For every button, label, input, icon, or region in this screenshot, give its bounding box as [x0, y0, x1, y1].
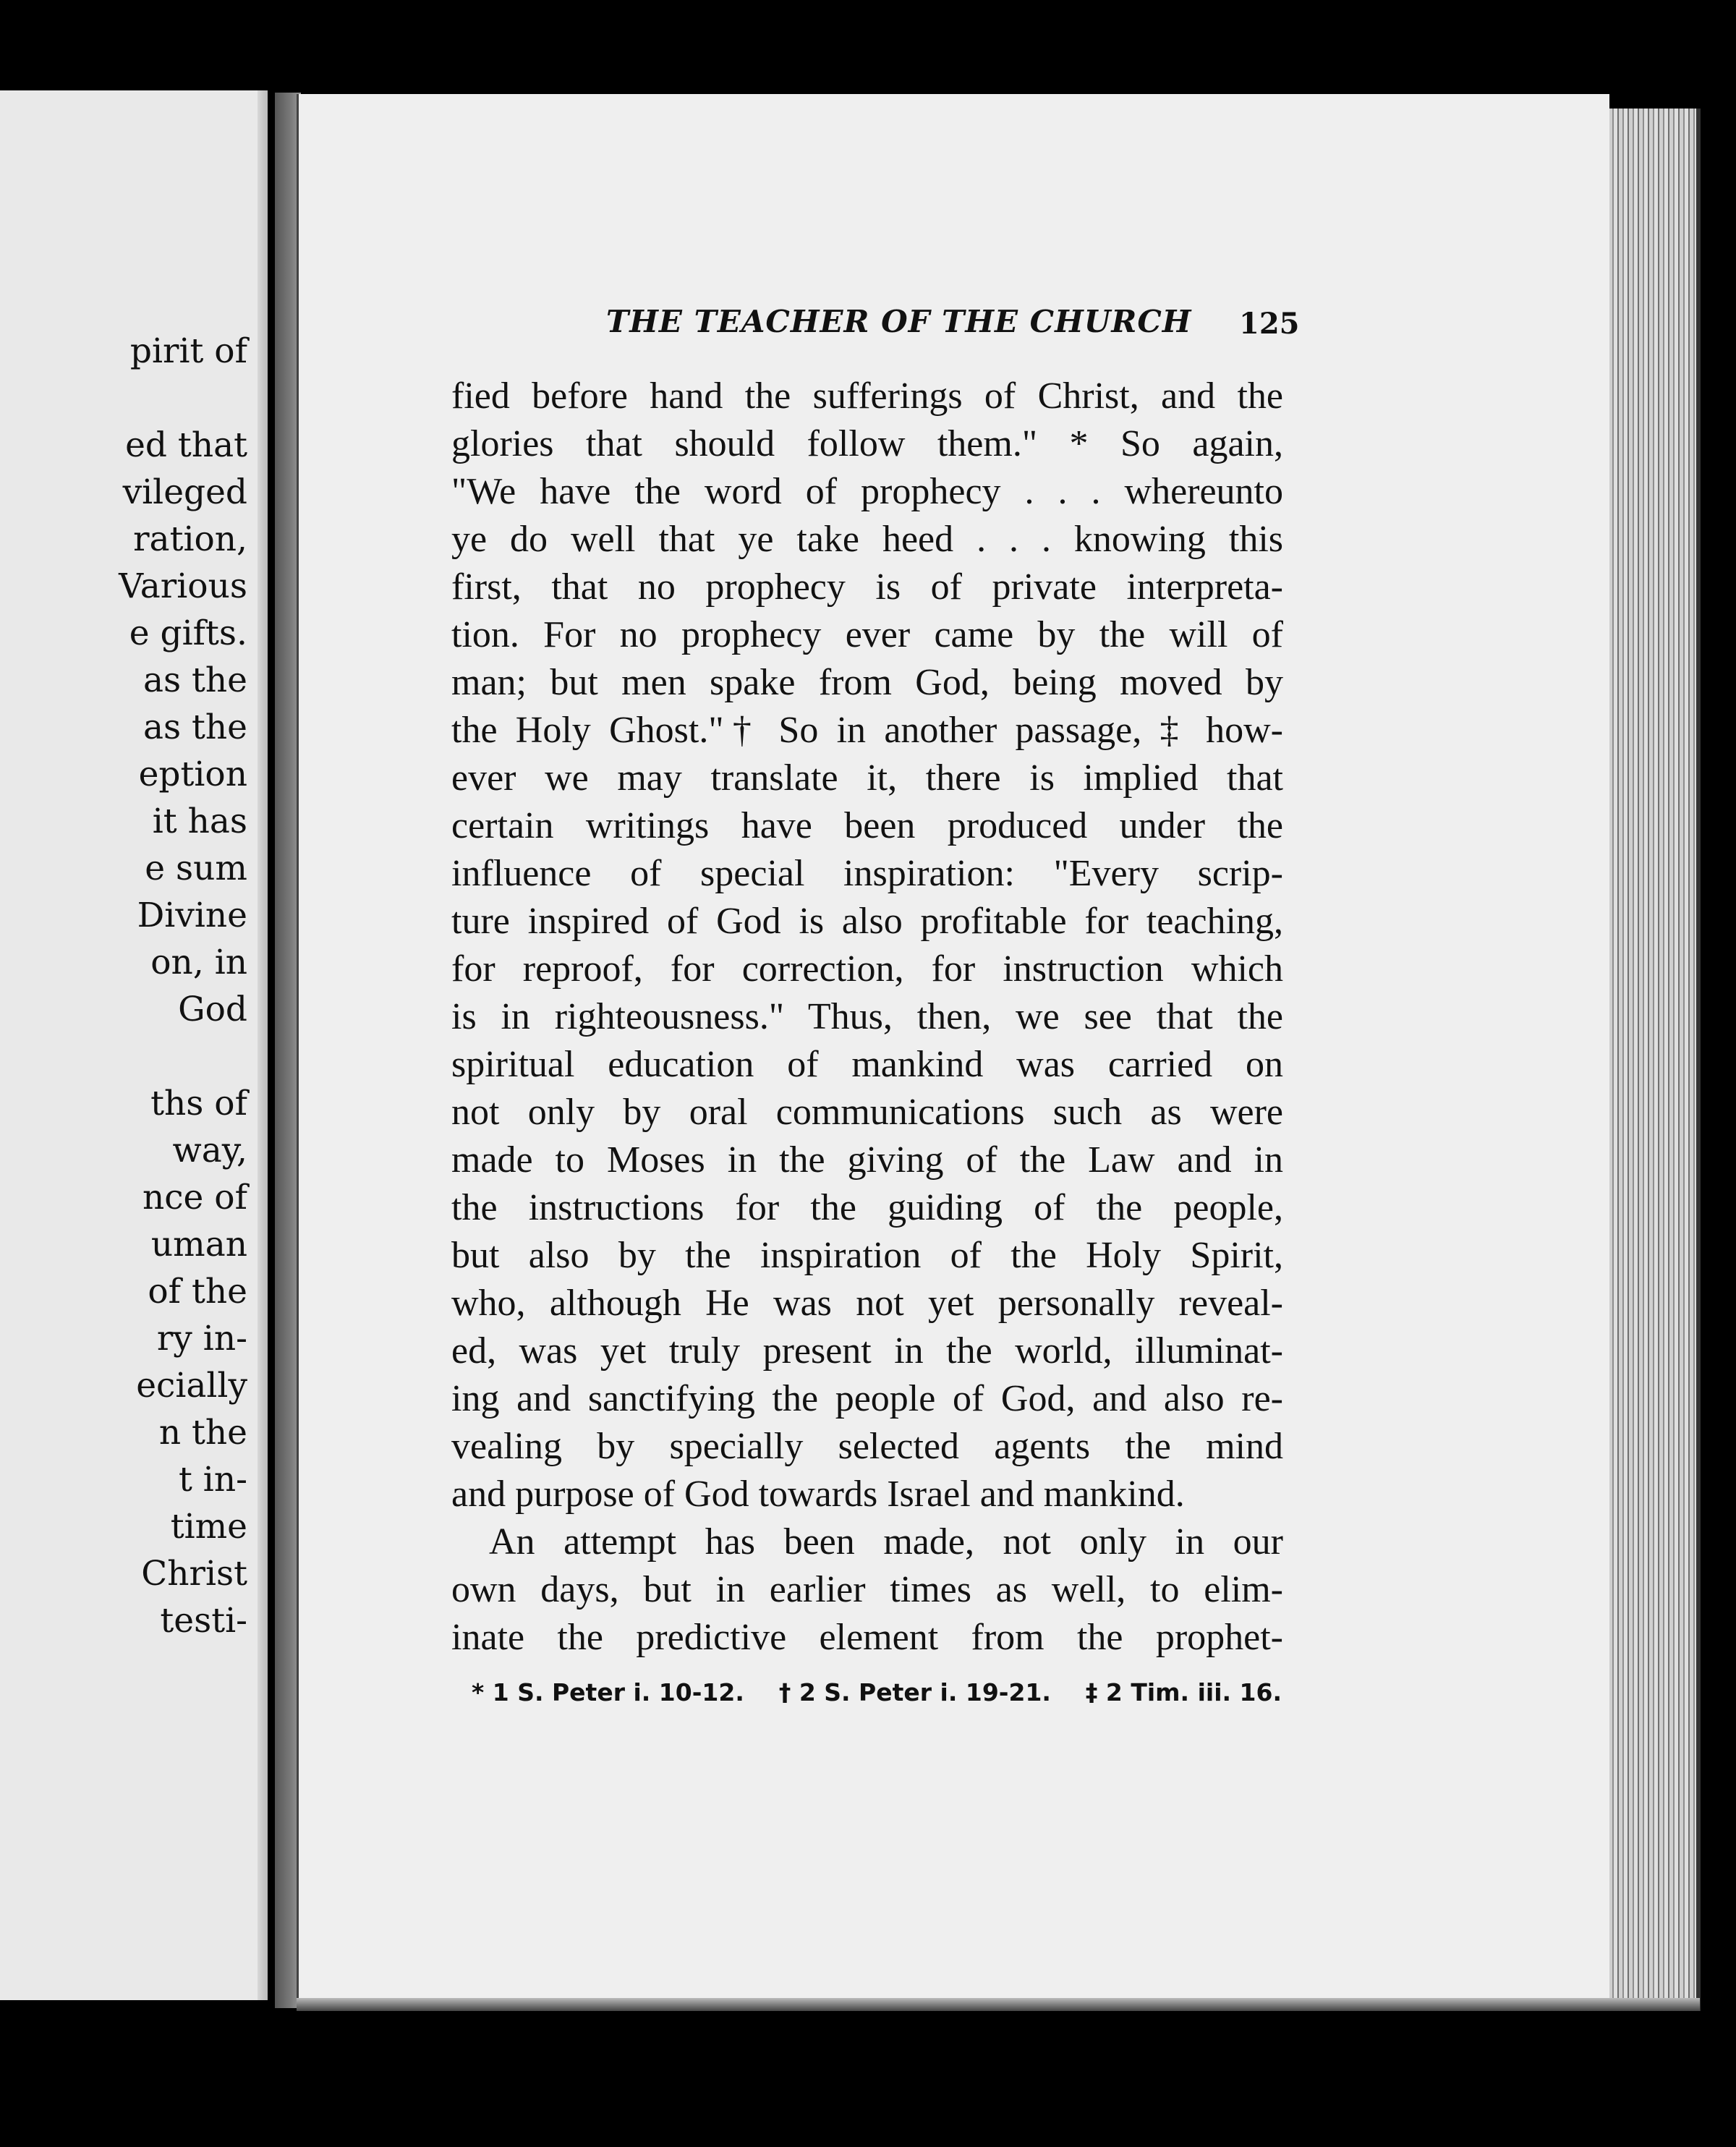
- left-page-gutter: [258, 90, 268, 2000]
- left-page-fragment: God: [178, 990, 247, 1029]
- left-page-fragment: ed that: [125, 425, 247, 465]
- text-line: vealing by specially selected agents the mind: [451, 1426, 1283, 1467]
- left-page-fragment: e gifts.: [129, 613, 247, 653]
- left-page-fragment: on, in: [150, 943, 247, 982]
- footnote: ‡ 2 Tim. iii. 16.: [1085, 1678, 1282, 1706]
- page-edges: [1599, 109, 1701, 2011]
- footnotes: [472, 1678, 1282, 1706]
- text-line: and purpose of God towards Israel and mankind.: [451, 1474, 1185, 1515]
- text-line: the Holy Ghost."† So in another passage, ‡ how-: [451, 710, 1283, 751]
- left-page-fragment: Various: [119, 566, 247, 606]
- text-line: spiritual education of mankind was carried on: [451, 1044, 1283, 1085]
- text-line: certain writings have been produced under the: [451, 805, 1283, 846]
- left-page-fragment: vileged: [122, 472, 247, 512]
- text-line: inate the predictive element from the prophet-: [451, 1617, 1283, 1658]
- text-line: own days, but in earlier times as well, to elim-: [451, 1569, 1283, 1610]
- left-page-fragment: ration,: [133, 519, 247, 559]
- text-line: is in righteousness." Thus, then, we see that the: [451, 996, 1283, 1037]
- text-line: man; but men spake from God, being moved by: [451, 662, 1283, 703]
- left-page-fragment: uman: [150, 1225, 247, 1264]
- left-page-fragment: Divine: [137, 896, 247, 935]
- text-line: ing and sanctifying the people of God, and also re-: [451, 1378, 1283, 1419]
- page-number: 125: [1239, 307, 1300, 341]
- text-line: glories that should follow them." * So again,: [451, 423, 1283, 464]
- text-line: ed, was yet truly present in the world, illuminat-: [451, 1330, 1283, 1372]
- text-line: ture inspired of God is also profitable for teaching,: [451, 901, 1283, 942]
- text-line: "We have the word of prophecy . . . whereunto: [451, 471, 1283, 512]
- left-page-fragment: Christ: [141, 1554, 247, 1594]
- footnote: † 2 S. Peter i. 19-21.: [778, 1678, 1051, 1706]
- text-line: An attempt has been made, not only in our: [489, 1521, 1283, 1563]
- text-line: not only by oral communications such as were: [451, 1092, 1283, 1133]
- footnote: * 1 S. Peter i. 10-12.: [472, 1678, 744, 1706]
- left-page-fragment: ecially: [136, 1366, 247, 1406]
- left-page-fragment: e sum: [145, 849, 247, 888]
- left-page-fragment: ry in-: [156, 1319, 247, 1359]
- left-page-fragment: way,: [172, 1131, 247, 1170]
- text-line: tion. For no prophecy ever came by the will of: [451, 614, 1283, 655]
- left-page-fragment: t in-: [178, 1460, 247, 1500]
- left-page-fragment: of the: [148, 1272, 247, 1311]
- text-line: influence of special inspiration: "Every scrip-: [451, 853, 1283, 894]
- text-line: but also by the inspiration of the Holy Spirit,: [451, 1235, 1283, 1276]
- text-line: ye do well that ye take heed . . . knowing this: [451, 519, 1283, 560]
- text-line: the instructions for the guiding of the people,: [451, 1187, 1283, 1228]
- left-page-fragment: time: [170, 1507, 247, 1547]
- left-page-fragment: it has: [152, 802, 247, 841]
- left-page-fragment: n the: [158, 1413, 247, 1453]
- page-bottom-shadow: [297, 1998, 1700, 2011]
- text-line: fied before hand the sufferings of Christ, and the: [451, 375, 1283, 417]
- body-text: [451, 373, 1283, 1662]
- text-line: first, that no prophecy is of private interpreta-: [451, 566, 1283, 608]
- text-line: who, although He was not yet personally reveal-: [451, 1283, 1283, 1324]
- text-line: ever we may translate it, there is implied that: [451, 757, 1283, 799]
- left-page-fragment: eption: [138, 754, 247, 794]
- left-page-fragment: nce of: [142, 1178, 247, 1217]
- left-page-fragment: as the: [142, 660, 247, 700]
- running-title: THE TEACHER OF THE CHURCH: [606, 304, 1192, 339]
- left-page-fragment: ths of: [150, 1084, 247, 1123]
- text-line: for reproof, for correction, for instruction which: [451, 948, 1283, 990]
- facing-page-left: [0, 90, 268, 2000]
- left-page-fragment: pirit of: [129, 331, 247, 371]
- text-line: made to Moses in the giving of the Law and in: [451, 1139, 1283, 1181]
- left-page-fragment: testi-: [160, 1601, 247, 1641]
- left-page-fragment: as the: [142, 707, 247, 747]
